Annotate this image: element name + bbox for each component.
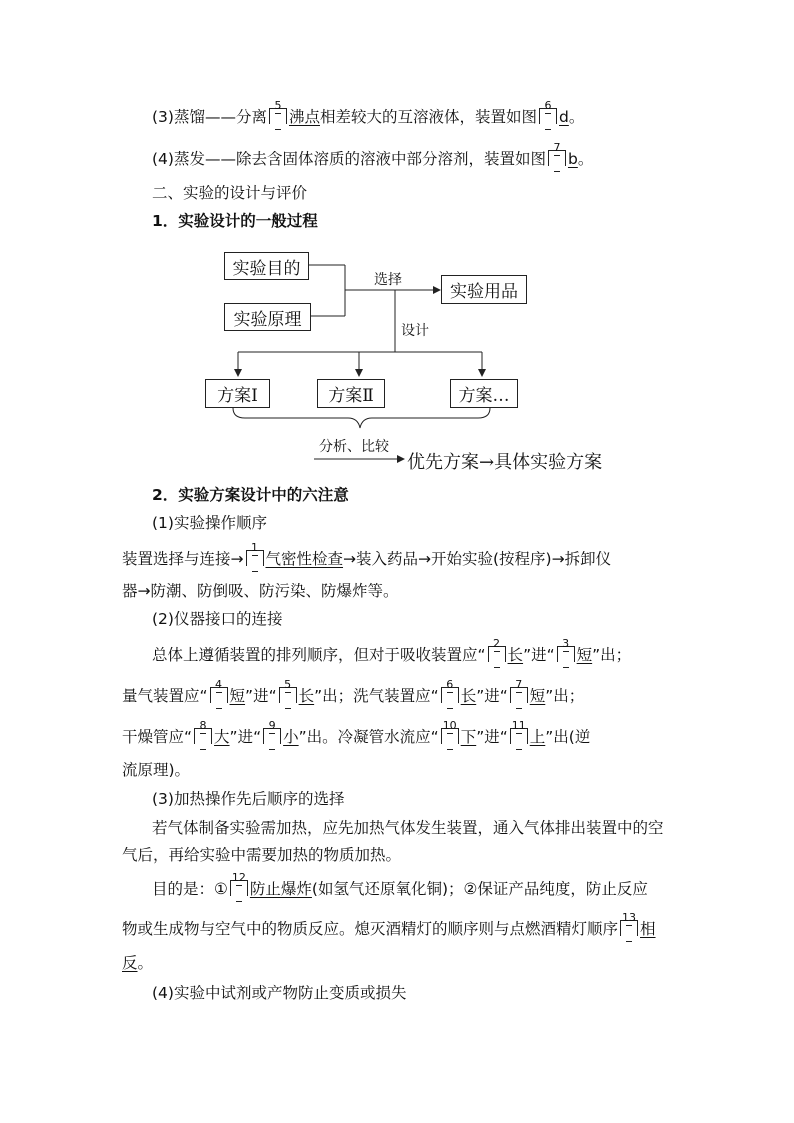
answer-blank: 7	[510, 687, 528, 703]
answer-blank: 12	[230, 880, 248, 896]
answer-blank: 10	[441, 728, 459, 744]
label-design: 设计	[401, 323, 429, 339]
answer-text: 气密性检查	[265, 550, 344, 568]
box-plan-2: 方案Ⅱ	[317, 379, 385, 408]
text-line: 流原理)。	[122, 761, 191, 779]
answer-blank: 13	[620, 920, 638, 936]
answer-blank: 6	[441, 687, 459, 703]
answer-text: 上	[529, 728, 546, 746]
answer-text: b	[567, 150, 578, 168]
subsection-heading: 2．实验方案设计中的六注意	[152, 486, 349, 504]
answer-text: 短	[229, 687, 246, 705]
answer-text: 反	[122, 954, 138, 972]
answer-text: 长	[298, 687, 315, 705]
answer-blank: 9	[263, 728, 281, 744]
answer-text: 相	[640, 920, 656, 938]
answer-text: 大	[214, 728, 230, 746]
answer-blank: 4	[210, 687, 228, 703]
section-heading: 二、实验的设计与评价	[152, 184, 308, 202]
flow-result: 优先方案→具体实验方案	[407, 452, 603, 473]
label-analyze-compare: 分析、比较	[319, 439, 389, 455]
box-experiment-principle: 实验原理	[224, 303, 311, 331]
text-line-evaporation: (4)蒸发——除去含固体溶质的溶液中部分溶剂，装置如图 7 b。	[152, 149, 593, 169]
answer-text: 长	[460, 687, 477, 705]
text-line: 干燥管应“ 8 大”进“ 9 小”出。冷凝管水流应“ 10 下”进“ 11 上”出(逆	[122, 727, 590, 747]
answer-text: 沸点	[288, 108, 320, 126]
text-line: 总体上遵循装置的排列顺序，但对于吸收装置应“ 2 长”进“ 3 短”出；	[152, 645, 631, 665]
text-line: 气后，再给实验中需要加热的物质加热。	[122, 846, 402, 864]
answer-text: 长	[507, 646, 524, 664]
text-line: 器→防潮、防倒吸、防污染、防爆炸等。	[122, 582, 399, 600]
item-heading: (1)实验操作顺序	[152, 514, 267, 532]
text-line: 若气体制备实验需加热，应先加热气体发生装置，通入气体排出装置中的空	[152, 819, 664, 837]
subsection-heading: 1．实验设计的一般过程	[152, 212, 318, 230]
box-experiment-supplies: 实验用品	[441, 275, 527, 304]
answer-text: 短	[576, 646, 593, 664]
text-line: 目的是：① 12 防止爆炸(如氢气还原氧化铜)；②保证产品纯度，防止反应	[152, 879, 648, 899]
answer-blank: 7	[548, 150, 566, 166]
box-experiment-purpose: 实验目的	[224, 252, 309, 280]
answer-blank: 3	[557, 646, 575, 662]
answer-blank: 5	[269, 108, 287, 124]
answer-blank: 8	[194, 728, 212, 744]
answer-blank: 1	[246, 550, 264, 566]
answer-blank: 11	[510, 728, 528, 744]
answer-text: 防止爆炸	[249, 880, 312, 898]
answer-blank: 2	[488, 646, 506, 662]
answer-text: d	[559, 108, 569, 126]
item-heading: (2)仪器接口的连接	[152, 610, 283, 628]
answer-blank: 5	[279, 687, 297, 703]
text-line: 反。	[122, 954, 154, 972]
answer-blank: 6	[539, 108, 557, 124]
box-plan-more: 方案…	[450, 379, 518, 408]
text-line: 装置选择与连接→ 1 气密性检查→装入药品→开始实验(按程序)→拆卸仪	[122, 549, 611, 569]
answer-text: 短	[529, 687, 546, 705]
answer-text: 小	[283, 728, 299, 746]
text-line: 量气装置应“ 4 短”进“ 5 长”出；洗气装置应“ 6 长”进“ 7 短”出；	[122, 686, 584, 706]
item-heading: (3)加热操作先后顺序的选择	[152, 790, 345, 808]
text-line-distillation: (3)蒸馏——分离 5 沸点相差较大的互溶液体，装置如图 6 d。	[152, 107, 584, 127]
label-select: 选择	[374, 272, 402, 288]
item-heading: (4)实验中试剂或产物防止变质或损失	[152, 984, 407, 1002]
box-plan-1: 方案Ⅰ	[205, 379, 270, 408]
text-line: 物或生成物与空气中的物质反应。熄灭酒精灯的顺序则与点燃酒精灯顺序 13 相	[122, 919, 656, 939]
answer-text: 下	[460, 728, 477, 746]
